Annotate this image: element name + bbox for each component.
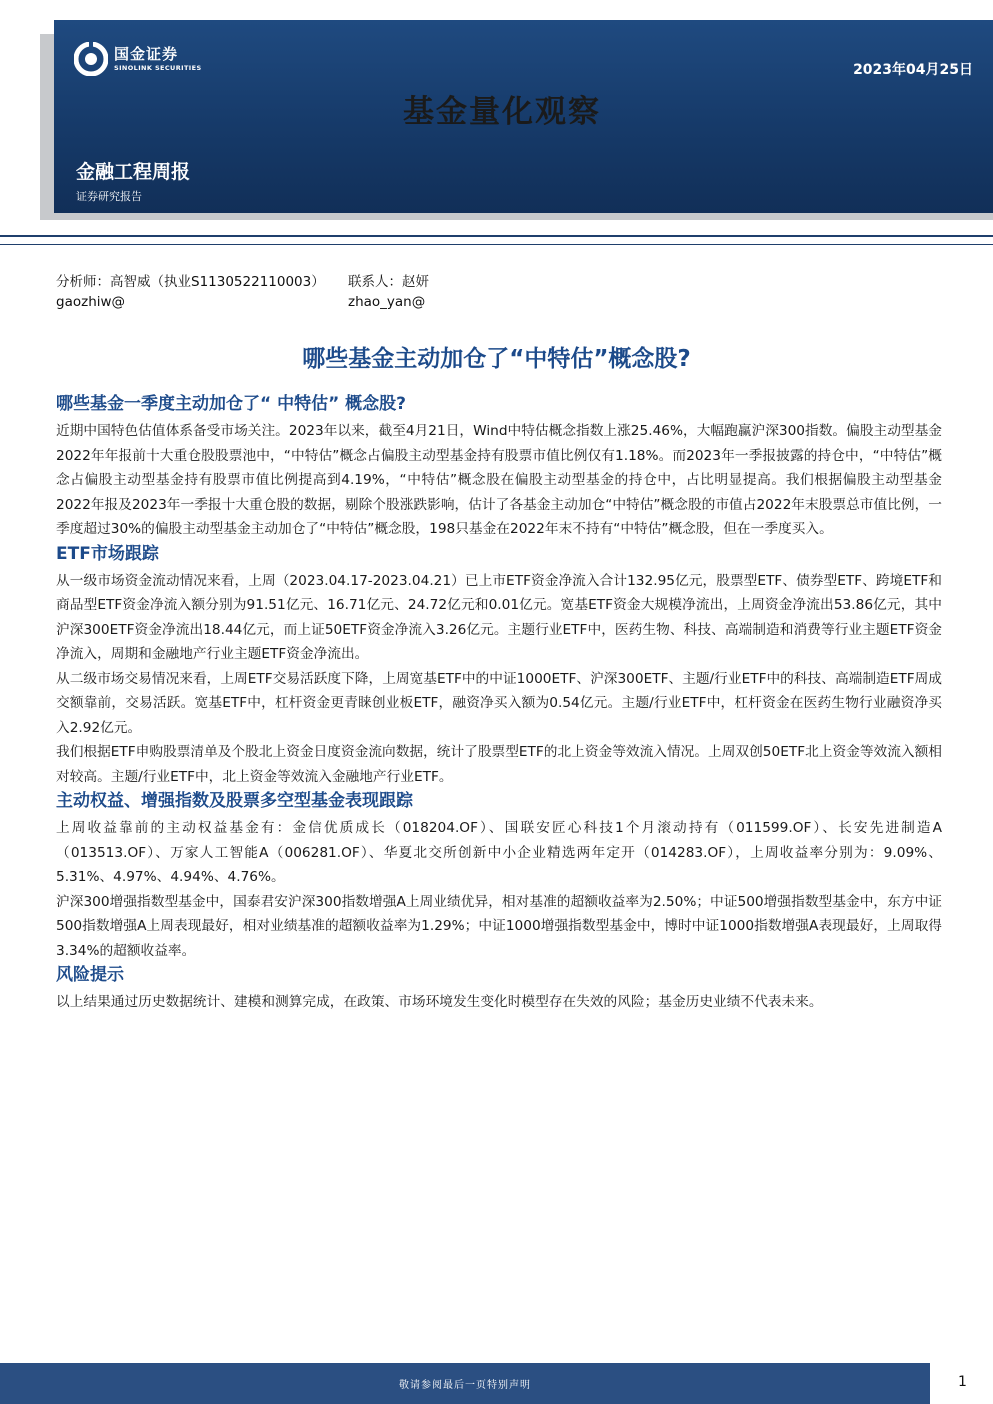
report-subtype: 证券研究报告	[76, 190, 142, 203]
section-heading: ETF市场跟踪	[56, 543, 159, 564]
company-logo	[74, 42, 202, 76]
paragraph: 上周收益靠前的主动权益基金有：金信优质成长（018204.OF）、国联安匠心科技1个月滚动持有（011599.OF）、长安先进制造A（013513.OF）、万家人工智能A（006281.OF）、华夏北交所创新中小企业精选两年定开（014283.OF），上周收益率分别为：9.09%、5.31%、4.97%、4.94%、4.76%。	[56, 820, 942, 885]
paragraph: 沪深300增强指数型基金中，国泰君安沪深300指数增强A上周业绩优异，相对基准的超额收益率为2.50%；中证500增强指数型基金中，东方中证500指数增强A上周表现最好，相对业绩基准的超额收益率为1.29%；中证1000增强指数型基金中，博时中证1000指数增强A表现最好，上周取得3.34%的超额收益率。	[56, 893, 942, 959]
paragraph: 我们根据ETF申购股票清单及个股北上资金日度资金流向数据，统计了股票型ETF的北上资金等效流入情况。上周双创50ETF北上资金等效流入额相对较高。主题/行业ETF中，北上资金等效流入金融地产行业ETF。	[56, 744, 942, 785]
contact-name: 联系人：赵妍	[348, 274, 429, 290]
page-number: 1	[958, 1374, 967, 1390]
paragraph: 近期中国特色估值体系备受市场关注。2023年以来，截至4月21日，Wind中特估概念指数上涨25.46%，大幅跑赢沪深300指数。偏股主动型基金2022年年报前十大重仓股股票池中，“中特估”概念占偏股主动型基金持有股票市值比例仅有1.18%。而2023年一季报披露的持仓中，“中特估”概念占偏股主动型基金持有股票市值比例提高到4.19%，“中特估”概念股在偏股主动型基金的持仓中，占比明显提高。我们根据偏股主动型基金2022年报及2023年一季报十大重仓股的数据，剔除个股涨跌影响，估计了各基金主动加仓“中特估”概念股的市值占2022年末股票总市值比例，一季度超过30%的偏股主动型基金主动加仓了“中特估”概念股，198只基金在2022年末不持有“中特估”概念股，但在一季度买入。	[56, 423, 942, 537]
header-divider	[0, 235, 993, 237]
paragraph: 从二级市场交易情况来看，上周ETF交易活跃度下降，上周宽基ETF中的中证1000ETF、沪深300ETF、主题/行业ETF中的科技、高端制造ETF周成交额靠前，交易活跃。宽基ETF中，杠杆资金更青睐创业板ETF，融资净买入额为0.54亿元。主题/行业ETF中，杠杆资金在医药生物行业融资净买入2.92亿元。	[56, 670, 942, 736]
logo-chinese-name: 国金证券	[114, 44, 179, 63]
analyst-name: 分析师：高智威（执业S1130522110003）	[56, 274, 325, 290]
analyst-email[interactable]: gaozhiw@	[56, 294, 126, 310]
logo-english-name: SINOLINK SECURITIES	[114, 63, 202, 72]
section-heading: 风险提示	[56, 965, 124, 985]
paragraph: 以上结果通过历史数据统计、建模和测算完成，在政策、市场环境发生变化时模型存在失效的风险；基金历史业绩不代表未来。	[56, 994, 823, 1010]
article-body	[56, 392, 942, 1015]
sinolink-logo-icon	[74, 42, 108, 76]
report-title: 基金量化观察	[403, 94, 601, 130]
report-type: 金融工程周报	[76, 161, 191, 183]
section-heading: 主动权益、增强指数及股票多空型基金表现跟踪	[56, 791, 413, 811]
article-title: 哪些基金主动加仓了“中特估”概念股?	[302, 346, 691, 372]
header-divider-thin	[0, 244, 993, 245]
footer-disclaimer-note: 敬请参阅最后一页特别声明	[399, 1380, 531, 1391]
report-date: 2023年04月25日	[853, 62, 973, 78]
paragraph: 从一级市场资金流动情况来看，上周（2023.04.17-2023.04.21）已上市ETF资金净流入合计132.95亿元，股票型ETF、债券型ETF、跨境ETF和商品型ETF资金净流入额分别为91.51亿元、16.71亿元、24.72亿元和0.01亿元。宽基ETF资金大规模净流出，上周资金净流出53.86亿元，其中沪深300ETF资金净流出18.44亿元，而上证50ETF资金净流入3.26亿元。主题行业ETF中，医药生物、科技、高端制造和消费等行业主题ETF资金净流入，周期和金融地产行业主题ETF资金净流出。	[56, 572, 942, 662]
section-heading: 哪些基金一季度主动加仓了“ 中特估” 概念股?	[56, 394, 407, 414]
contact-email[interactable]: zhao_yan@	[348, 294, 426, 310]
